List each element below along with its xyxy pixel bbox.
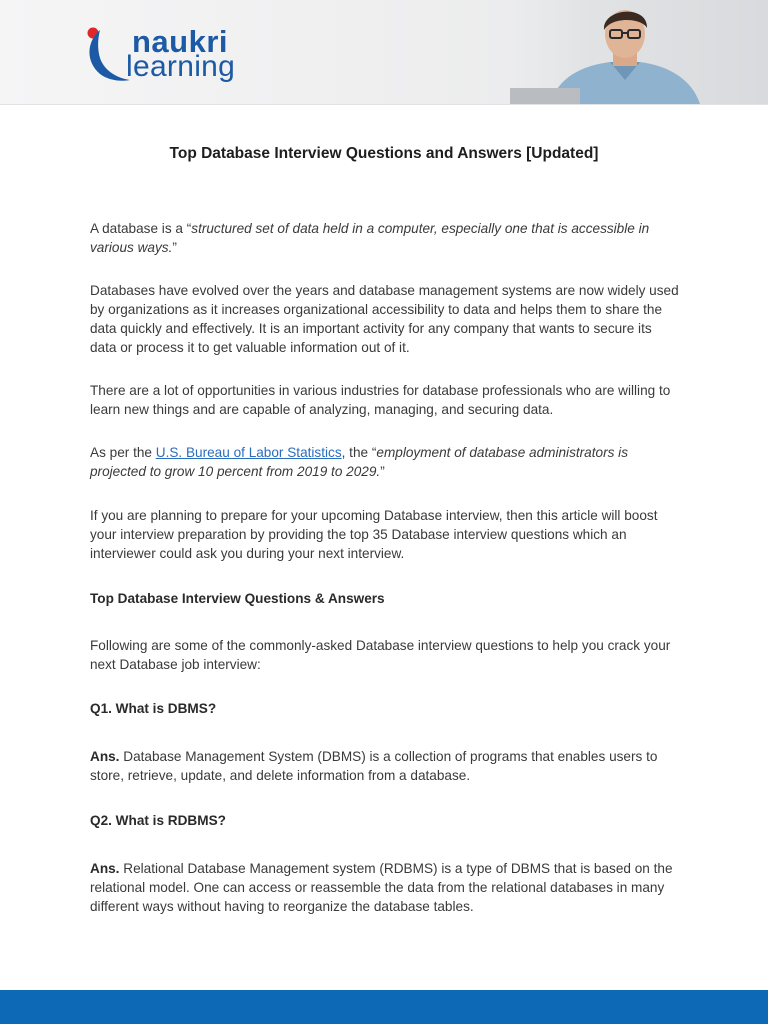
logo-text-learning: learning bbox=[126, 50, 236, 83]
paragraph-evolution: Databases have evolved over the years and database management systems are now widely used by organizations as it increases organizational accessibility to data and helps them to share the data quickly and effectively. It is an important activity for any company that wants to secure its data or process it to get valuable information out of it. bbox=[90, 283, 679, 355]
section-heading: Top Database Interview Questions & Answers bbox=[90, 591, 385, 606]
answer-1-text: Database Management System (DBMS) is a collection of programs that enables users to store, retrieve, update, and delete information from a database. bbox=[90, 749, 658, 783]
paragraph-preparation: If you are planning to prepare for your upcoming Database interview, then this article will boost your interview preparation by providing the top 35 Database interview questions which an interviewer could ask you during your next interview. bbox=[90, 508, 658, 561]
bls-prefix: As per the bbox=[90, 445, 156, 460]
intro-prefix: A database is a “ bbox=[90, 221, 192, 236]
answer-2 bbox=[90, 859, 680, 916]
naukri-learning-logo[interactable] bbox=[86, 26, 246, 86]
answer-1 bbox=[90, 747, 680, 785]
question-1: Q1. What is DBMS? bbox=[90, 701, 217, 716]
intro-suffix: ” bbox=[172, 240, 177, 255]
logo-text-naukri: naukri bbox=[132, 24, 229, 59]
paragraph-bls-stat bbox=[90, 443, 680, 481]
intro-quote: structured set of data held in a computer, especially one that is accessible in various ways. bbox=[90, 221, 650, 255]
paragraph-opportunities: There are a lot of opportunities in various industries for database professionals who are willing to learn new things and are capable of analyzing, managing, and securing data. bbox=[90, 383, 671, 417]
answer-2-text: Relational Database Management system (RDBMS) is a type of DBMS that is based on the relational model. One can access or reassemble the data from the relational databases in many different ways without having to reorganize the database tables. bbox=[90, 861, 673, 914]
page-header bbox=[0, 0, 768, 105]
bls-mid: , the “ bbox=[341, 445, 377, 460]
paragraph-following: Following are some of the commonly-asked Database interview questions to help you crack your next Database job interview: bbox=[90, 638, 671, 672]
answer-2-label: Ans. bbox=[90, 861, 120, 876]
page-footer-bar bbox=[0, 990, 768, 1024]
bls-quote: employment of database administrators is projected to grow 10 percent from 2019 to 2029. bbox=[90, 445, 628, 479]
header-person-photo bbox=[480, 0, 768, 104]
answer-1-label: Ans. bbox=[90, 749, 120, 764]
page-title: Top Database Interview Questions and Answers [Updated] bbox=[169, 145, 599, 162]
question-2: Q2. What is RDBMS? bbox=[90, 813, 226, 828]
bls-suffix: ” bbox=[380, 464, 385, 479]
intro-paragraph bbox=[90, 219, 680, 257]
bls-link[interactable]: U.S. Bureau of Labor Statistics bbox=[155, 445, 342, 460]
